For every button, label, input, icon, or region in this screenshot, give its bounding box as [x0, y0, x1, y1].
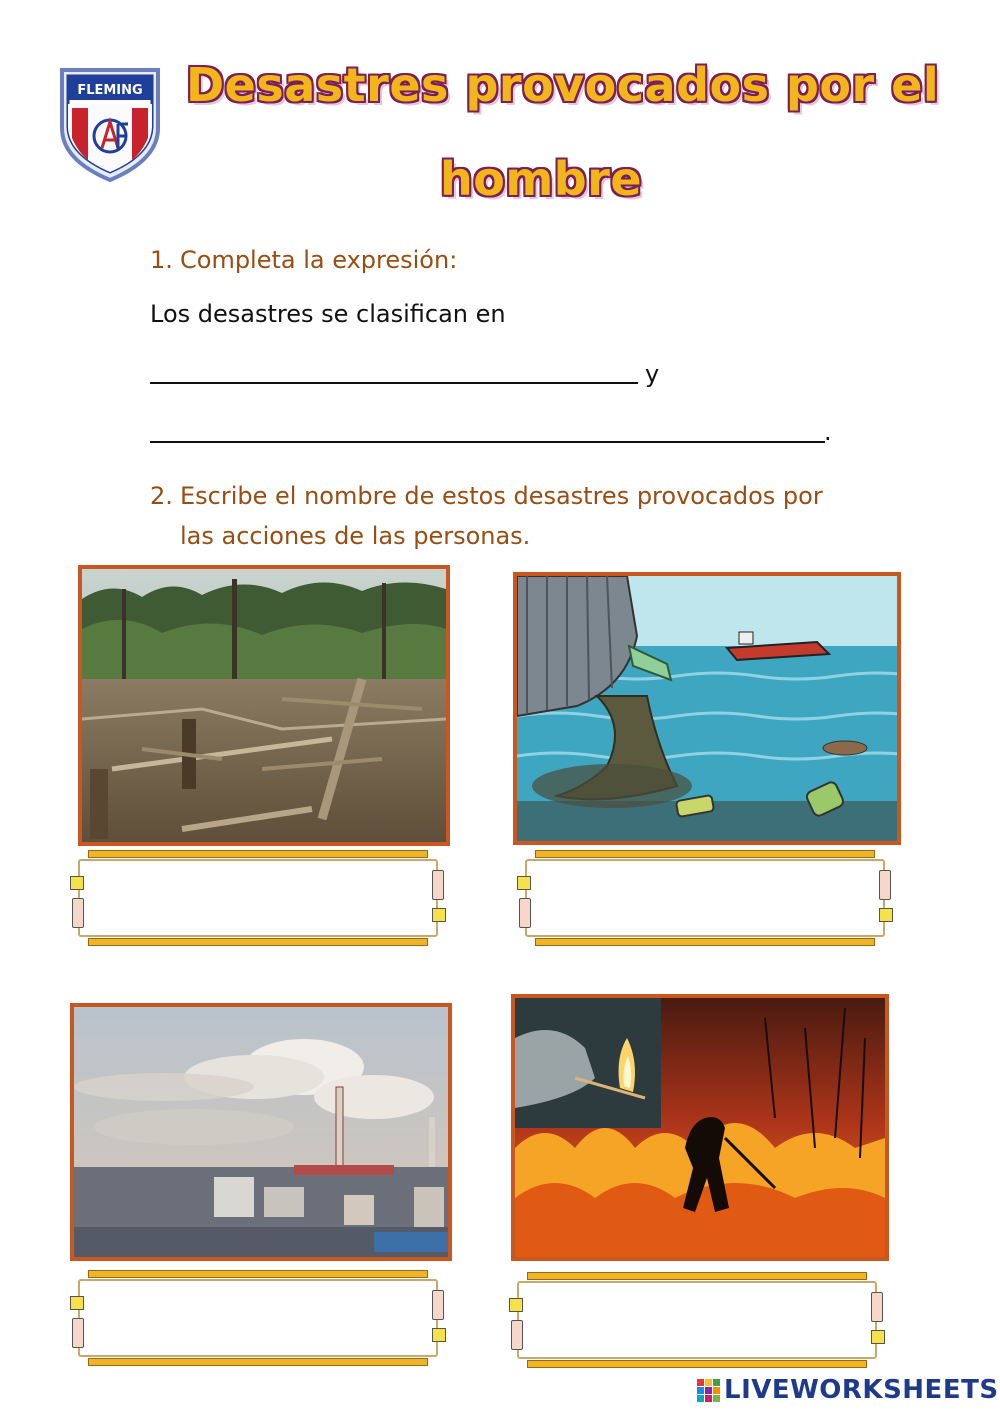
corner-tab: [432, 1290, 444, 1320]
photo-water-pollution: [513, 572, 901, 845]
answer-box-top-bar: [535, 850, 875, 858]
corner-square: [432, 1328, 446, 1342]
liveworksheets-brand-text: LIVEWORKSHEETS: [724, 1375, 999, 1405]
photo-deforestation: [78, 565, 450, 846]
corner-tab: [871, 1292, 883, 1322]
question-2: [150, 482, 823, 510]
question-2-prompt-line-1: Escribe el nombre de estos desastres provocados por: [180, 482, 823, 510]
corner-square: [871, 1330, 885, 1344]
question-1-prompt: Completa la expresión:: [180, 246, 458, 274]
corner-square: [70, 876, 84, 890]
corner-tab: [519, 898, 531, 928]
corner-tab: [511, 1320, 523, 1350]
blank-line-1[interactable]: [150, 382, 638, 384]
question-2-number: 2.: [150, 482, 173, 510]
answer-box-3: [70, 1270, 446, 1366]
photo-forest-fire: [511, 994, 889, 1261]
answer-input-4[interactable]: [529, 1290, 863, 1348]
question-1-sentence: Los desastres se clasifican en: [150, 300, 506, 328]
corner-square: [879, 908, 893, 922]
connector-text: y: [645, 360, 660, 388]
answer-input-1[interactable]: [90, 868, 424, 926]
answer-box-1: [70, 850, 446, 946]
corner-tab: [72, 898, 84, 928]
corner-square: [70, 1296, 84, 1310]
corner-square: [517, 876, 531, 890]
answer-input-2[interactable]: [537, 868, 871, 926]
corner-tab: [879, 870, 891, 900]
page-title-line-1: Desastres provocados por el: [186, 58, 940, 112]
answer-box-bottom-bar: [88, 1358, 428, 1366]
answer-box-top-bar: [88, 1270, 428, 1278]
blank-line-2[interactable]: [150, 441, 825, 443]
answer-box-top-bar: [88, 850, 428, 858]
question-2-prompt-line-2: las acciones de las personas.: [180, 522, 531, 550]
corner-square: [432, 908, 446, 922]
answer-box-bottom-bar: [527, 1360, 867, 1368]
corner-tab: [432, 870, 444, 900]
photo-air-pollution: [70, 1003, 452, 1261]
page-title-line-2: hombre: [440, 152, 643, 206]
corner-tab: [72, 1318, 84, 1348]
answer-box-4: [509, 1272, 885, 1368]
question-1-number: 1.: [150, 246, 173, 274]
corner-square: [509, 1298, 523, 1312]
school-logo: [58, 64, 162, 184]
question-1: [150, 246, 457, 274]
answer-input-3[interactable]: [90, 1288, 424, 1346]
liveworksheets-logo: [697, 1375, 999, 1405]
answer-box-bottom-bar: [88, 938, 428, 946]
answer-box-2: [517, 850, 893, 946]
liveworksheets-badge-icon: [697, 1379, 720, 1402]
answer-box-top-bar: [527, 1272, 867, 1280]
logo-text: FLEMING: [77, 83, 143, 98]
answer-box-bottom-bar: [535, 938, 875, 946]
sentence-end: .: [824, 418, 832, 446]
